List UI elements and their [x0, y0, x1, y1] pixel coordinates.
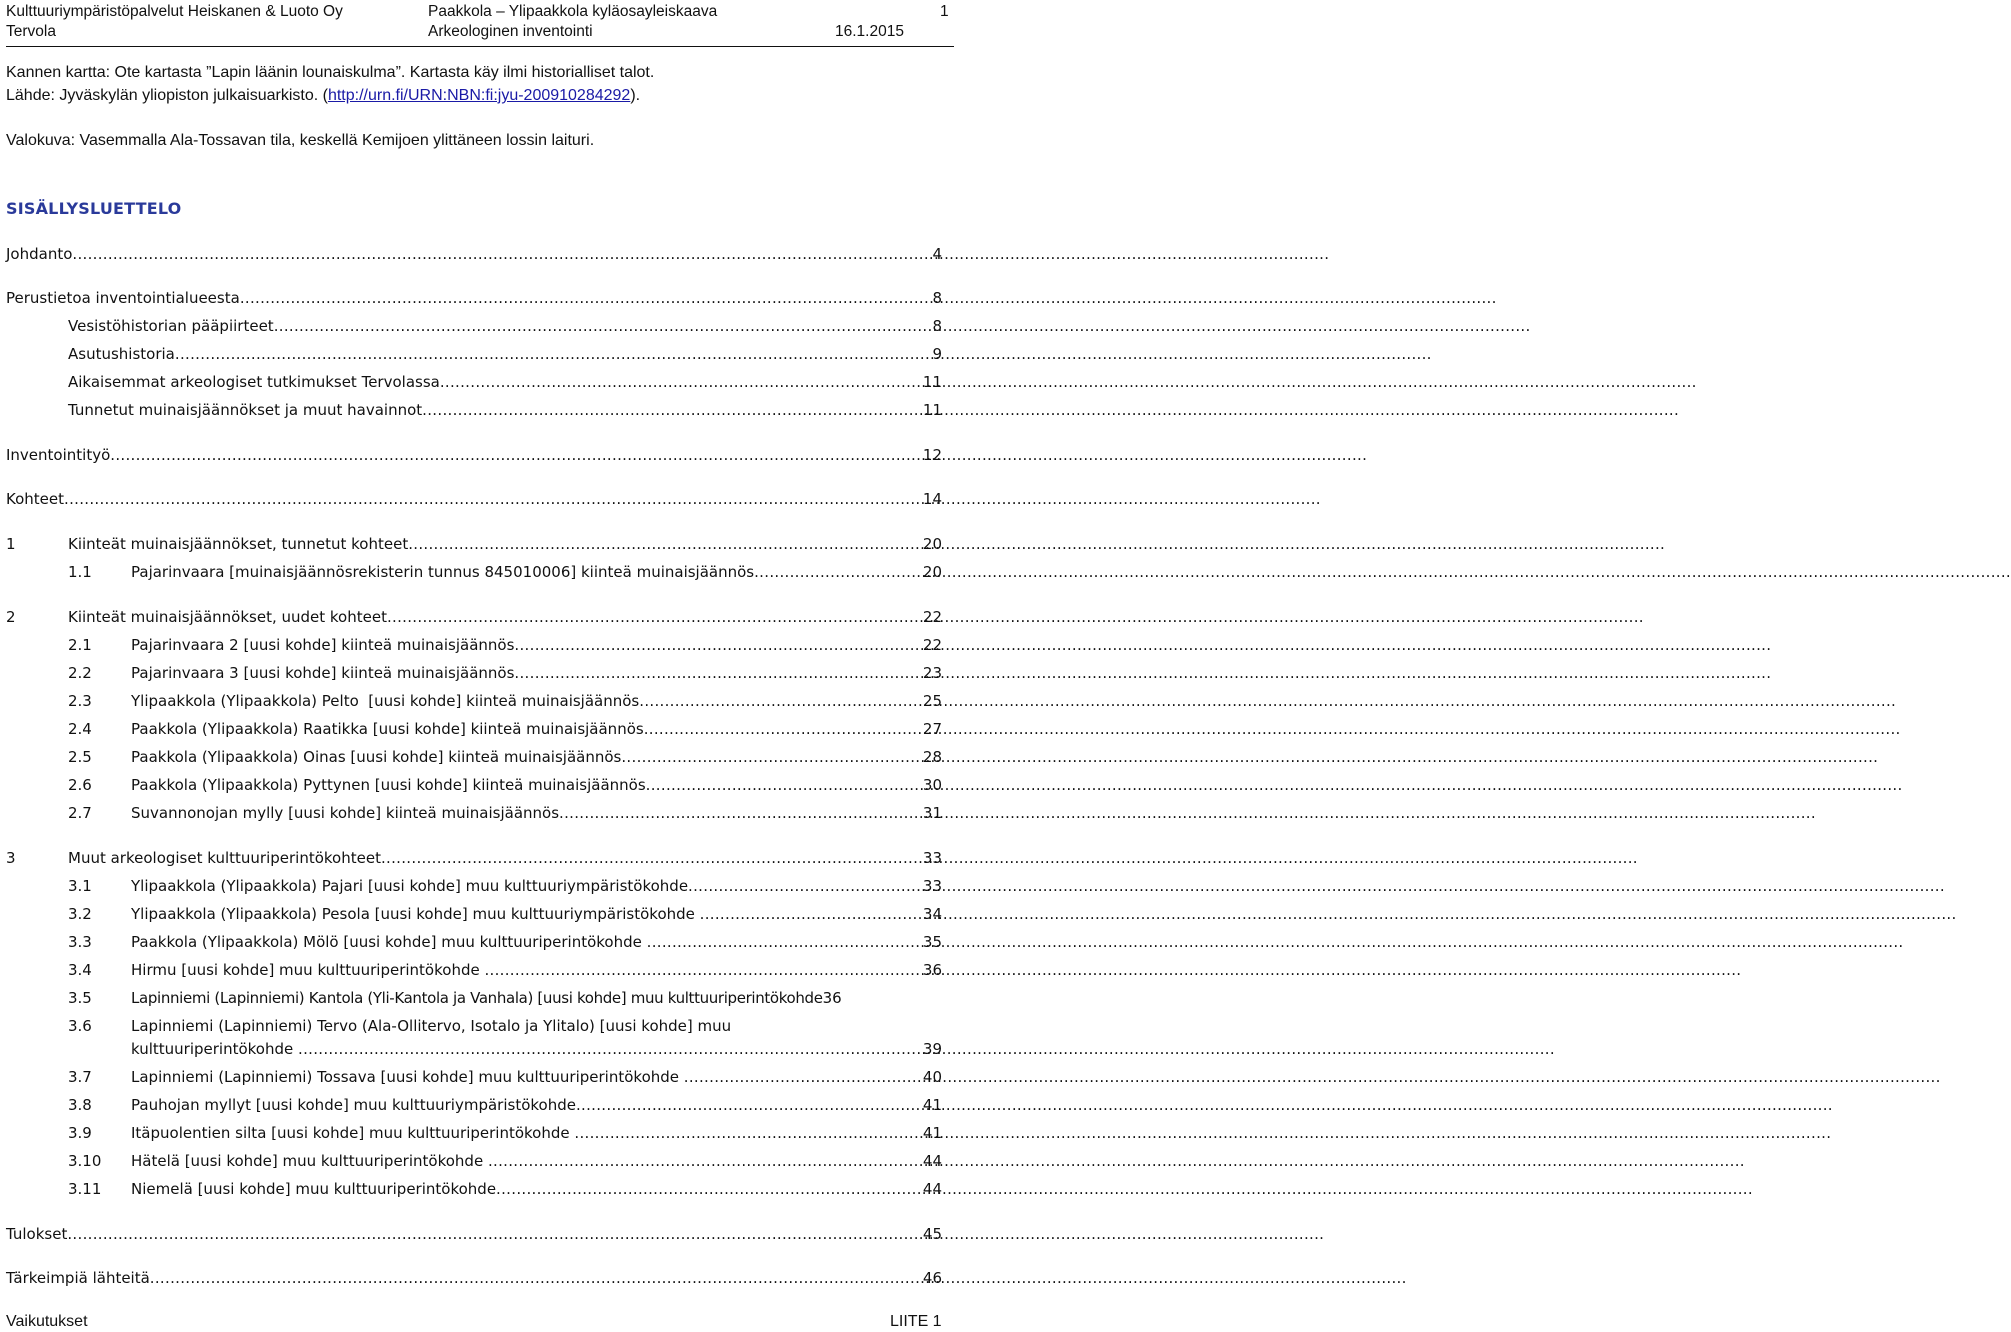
- toc-entry[interactable]: [68, 401, 942, 420]
- cover-caption-line1: Kannen kartta: Ote kartasta ”Lapin läänin lounaiskulma”. Kartasta käy ilmi historialliset talot.: [6, 64, 655, 81]
- toc-entry-text: Pajarinvaara 3 [uusi kohde] kiinteä muinaisjäännös: [131, 664, 515, 682]
- toc-entry-page: 33: [922, 877, 942, 895]
- toc-entry-page: 45: [922, 1225, 942, 1243]
- toc-entry-text: Pauhojan myllyt [uusi kohde] muu kulttuuriympäristökohde: [131, 1096, 576, 1114]
- toc-entry-page: 39: [922, 1040, 942, 1058]
- toc-entry-number: 2.3: [68, 692, 92, 710]
- toc-entry-text: Kiinteät muinaisjäännökset, tunnetut kohteet: [68, 535, 409, 553]
- toc-leader: [646, 776, 923, 795]
- header-company: Kulttuuriympäristöpalvelut Heiskanen & Luoto Oy: [6, 3, 343, 20]
- toc-entry[interactable]: [6, 1225, 942, 1244]
- toc-entry[interactable]: [68, 804, 942, 823]
- toc-entry-text: Paakkola (Ylipaakkola) Pyttynen [uusi kohde] kiinteä muinaisjäännös: [131, 776, 646, 794]
- toc-leader: [484, 961, 922, 980]
- toc-entry-number: 2: [6, 608, 16, 626]
- toc-entry-page: 14: [922, 490, 942, 508]
- toc-entry-number: 3.8: [68, 1096, 92, 1114]
- cover-caption-suffix: ).: [630, 87, 641, 104]
- header-place: Tervola: [6, 23, 56, 40]
- toc-entry-page: 9: [932, 345, 942, 363]
- toc-leader: [150, 1269, 923, 1288]
- toc-entry-number: 3.3: [68, 933, 92, 951]
- toc-entry-page: 20: [922, 535, 942, 553]
- toc-leader: [576, 1096, 923, 1115]
- toc-entry-number: 3.9: [68, 1124, 92, 1142]
- toc-entry[interactable]: [68, 373, 942, 392]
- toc-leader: [514, 636, 922, 655]
- toc-entry[interactable]: [6, 446, 942, 465]
- toc-entry[interactable]: [68, 1124, 942, 1143]
- toc-entry-number: 2.2: [68, 664, 92, 682]
- photo-caption: Valokuva: Vasemmalla Ala-Tossavan tila, keskellä Kemijoen ylittäneen lossin laituri.: [6, 132, 595, 149]
- toc-entry-number: 2.6: [68, 776, 92, 794]
- toc-leader: [621, 748, 923, 767]
- toc-entry[interactable]: [68, 905, 942, 924]
- toc-entry-text: Perustietoa inventointialueesta: [6, 289, 240, 307]
- toc-entry-text: kulttuuriperintökohde: [131, 1040, 299, 1058]
- toc-leader: [298, 1040, 923, 1059]
- toc-entry-text: Pajarinvaara 2 [uusi kohde] kiinteä muinaisjäännös: [131, 636, 515, 654]
- toc-leader: [574, 1124, 923, 1143]
- toc-entry-text: Kohteet: [6, 490, 64, 508]
- toc-entry-page: 30: [922, 776, 942, 794]
- toc-title: SISÄLLYSLUETTELO: [6, 199, 182, 218]
- toc-entry[interactable]: [68, 877, 942, 896]
- toc-entry-number: 3.7: [68, 1068, 92, 1086]
- toc-entry-page: 27: [922, 720, 942, 738]
- toc-leader: [64, 490, 923, 509]
- toc-entry-number: 3.4: [68, 961, 92, 979]
- toc-entry-text: Paakkola (Ylipaakkola) Mölö [uusi kohde] muu kulttuuriperintökohde: [131, 933, 647, 951]
- toc-entry[interactable]: [68, 748, 942, 767]
- toc-leader: [688, 877, 923, 896]
- toc-leader: [274, 317, 933, 336]
- cover-caption-prefix: Lähde: Jyväskylän yliopiston julkaisuarkisto. (: [6, 87, 328, 104]
- toc-entry[interactable]: [68, 720, 942, 739]
- toc-entry-text: Muut arkeologiset kulttuuriperintökohteet: [68, 849, 381, 867]
- toc-entry-page: 44: [922, 1180, 942, 1198]
- toc-leader: [514, 664, 922, 683]
- toc-entry[interactable]: [68, 345, 942, 364]
- toc-entry-wrapped-line[interactable]: [68, 1017, 731, 1036]
- toc-leader: [684, 1068, 923, 1087]
- toc-entry-text: Lapinniemi (Lapinniemi) Kantola (Yli-Kantola ja Vanhala) [uusi kohde] muu kulttuuriperintökohde: [131, 989, 823, 1007]
- toc-entry-page: 36: [922, 961, 942, 979]
- toc-leader: [559, 804, 923, 823]
- toc-leader: [110, 446, 923, 465]
- toc-entry[interactable]: [6, 245, 942, 264]
- footer-left: Vaikutukset: [6, 1313, 88, 1330]
- toc-entry-number: 3.1: [68, 877, 92, 895]
- toc-entry[interactable]: [68, 1096, 942, 1115]
- toc-entry-page: 46: [922, 1269, 942, 1287]
- toc-entry-page: 41: [922, 1096, 942, 1114]
- header-date: 16.1.2015: [835, 23, 904, 40]
- toc-entry[interactable]: [68, 563, 942, 582]
- toc-entry[interactable]: [6, 535, 942, 554]
- toc-entry-page: 20: [922, 563, 942, 581]
- toc-entry-text: Ylipaakkola (Ylipaakkola) Pesola [uusi kohde] muu kulttuuriympäristökohde: [131, 905, 700, 923]
- toc-entry-text: Lapinniemi (Lapinniemi) Tossava [uusi kohde] muu kulttuuriperintökohde: [131, 1068, 684, 1086]
- toc-entry[interactable]: [68, 664, 942, 683]
- toc-leader: [240, 289, 933, 308]
- toc-entry-page: 34: [922, 905, 942, 923]
- toc-entry[interactable]: [6, 608, 942, 627]
- toc-leader: [408, 535, 923, 554]
- toc-leader: [440, 373, 923, 392]
- toc-entry-number: 3.2: [68, 905, 92, 923]
- toc-entry-text: Ylipaakkola (Ylipaakkola) Pelto [uusi kohde] kiinteä muinaisjäännös: [131, 692, 640, 710]
- toc-entry[interactable]: [6, 1269, 942, 1288]
- toc-entry-text: Suvannonojan mylly [uusi kohde] kiinteä muinaisjäännös: [131, 804, 560, 822]
- toc-entry-page: 22: [922, 636, 942, 654]
- toc-entry[interactable]: [68, 933, 942, 952]
- toc-entry[interactable]: [6, 490, 942, 509]
- header-project: Paakkola – Ylipaakkola kyläosayleiskaava: [428, 3, 718, 20]
- toc-entry[interactable]: [6, 849, 942, 868]
- toc-entry-text: Ylipaakkola (Ylipaakkola) Pajari [uusi kohde] muu kulttuuriympäristökohde: [131, 877, 689, 895]
- toc-entry-number: 2.1: [68, 636, 92, 654]
- toc-leader: [754, 563, 923, 582]
- toc-entry-page: 28: [922, 748, 942, 766]
- toc-entry-number: 3.11: [68, 1180, 102, 1198]
- toc-entry-text: Asutushistoria: [68, 345, 175, 363]
- toc-entry[interactable]: [68, 776, 942, 795]
- toc-entry-text: Niemelä [uusi kohde] muu kulttuuriperintökohde: [131, 1180, 497, 1198]
- toc-entry-page: 8: [932, 317, 942, 335]
- toc-leader: [175, 345, 933, 364]
- cover-caption-line2: [6, 86, 640, 106]
- toc-entry[interactable]: [131, 1040, 942, 1059]
- toc-leader: [381, 849, 923, 868]
- toc-entry-page: 44: [922, 1152, 942, 1170]
- footer-right: LIITE 1: [890, 1313, 942, 1330]
- toc-entry-number: 1.1: [68, 563, 92, 581]
- toc-entry[interactable]: [68, 1068, 942, 1087]
- toc-leader: [700, 905, 923, 924]
- toc-entry-page: 12: [922, 446, 942, 464]
- toc-entry-text: Tulokset: [6, 1225, 68, 1243]
- source-link[interactable]: http://urn.fi/URN:NBN:fi:jyu-200910284292: [327, 87, 631, 104]
- header-page-number: 1: [940, 3, 949, 20]
- toc-entry-text: Hätelä [uusi kohde] muu kulttuuriperintökohde: [131, 1152, 488, 1170]
- toc-entry-text: Inventointityö: [6, 446, 111, 464]
- toc-entry-page: 25: [922, 692, 942, 710]
- toc-entry[interactable]: [68, 989, 942, 1008]
- toc-entry-text: Kiinteät muinaisjäännökset, uudet kohteet: [68, 608, 387, 626]
- toc-entry[interactable]: [68, 636, 942, 655]
- toc-entry-number: 2.7: [68, 804, 92, 822]
- toc-entry[interactable]: [68, 1180, 942, 1199]
- toc-leader: [647, 933, 923, 952]
- toc-entry[interactable]: [6, 289, 942, 308]
- toc-entry-number: 2.5: [68, 748, 92, 766]
- toc-entry-page: 11: [922, 401, 942, 419]
- toc-entry-text: Hirmu [uusi kohde] muu kulttuuriperintökohde: [131, 961, 485, 979]
- toc-entry-text: Paakkola (Ylipaakkola) Oinas [uusi kohde] kiinteä muinaisjäännös: [131, 748, 622, 766]
- toc-leader: [67, 1225, 923, 1244]
- toc-entry[interactable]: [68, 1152, 942, 1171]
- toc-entry-number: 2.4: [68, 720, 92, 738]
- toc-entry-page: 31: [922, 804, 942, 822]
- toc-leader: [422, 401, 923, 420]
- toc-leader: [387, 608, 923, 627]
- toc-entry-page: 35: [922, 933, 942, 951]
- toc-entry-number: 3.6: [68, 1017, 92, 1035]
- header-report: Arkeologinen inventointi: [428, 23, 593, 40]
- toc-leader: [639, 692, 923, 711]
- toc-leader: [644, 720, 923, 739]
- toc-leader: [488, 1152, 923, 1171]
- toc-entry-page: 8: [932, 289, 942, 307]
- toc-entry-text: Itäpuolentien silta [uusi kohde] muu kulttuuriperintökohde: [131, 1124, 575, 1142]
- toc-entry-page: 4: [932, 245, 942, 263]
- header-divider: [6, 46, 954, 47]
- toc-entry-page: 33: [922, 849, 942, 867]
- toc-entry-text: Pajarinvaara [muinaisjäännösrekisterin tunnus 845010006] kiinteä muinaisjäännös: [131, 563, 755, 581]
- toc-entry-page: 23: [922, 664, 942, 682]
- toc-entry-text: Johdanto: [6, 245, 73, 263]
- toc-leader: [72, 245, 932, 264]
- toc-entry-number: 1: [6, 535, 16, 553]
- toc-entry[interactable]: [68, 961, 942, 980]
- toc-entry[interactable]: [68, 692, 942, 711]
- toc-entry-number: 3.10: [68, 1152, 102, 1170]
- toc-entry-number: 3.5: [68, 989, 92, 1007]
- toc-entry-page: 36: [822, 989, 842, 1007]
- toc-entry-text: Paakkola (Ylipaakkola) Raatikka [uusi kohde] kiinteä muinaisjäännös: [131, 720, 644, 738]
- toc-entry[interactable]: [68, 317, 942, 336]
- toc-leader: [496, 1180, 923, 1199]
- toc-entry-text: Vesistöhistorian pääpiirteet: [68, 317, 274, 335]
- toc-entry-page: 40: [922, 1068, 942, 1086]
- toc-entry-text: Tärkeimpiä lähteitä: [6, 1269, 150, 1287]
- toc-entry-text: Tunnetut muinaisjäännökset ja muut havainnot: [68, 401, 423, 419]
- toc-entry-number: 3: [6, 849, 16, 867]
- toc-entry-page: 41: [922, 1124, 942, 1142]
- toc-entry-text-line1: Lapinniemi (Lapinniemi) Tervo (Ala-Ollitervo, Isotalo ja Ylitalo) [uusi kohde] muu: [131, 1017, 732, 1035]
- toc-entry-page: 11: [922, 373, 942, 391]
- toc-entry-page: 22: [922, 608, 942, 626]
- toc-entry-text: Aikaisemmat arkeologiset tutkimukset Tervolassa: [68, 373, 440, 391]
